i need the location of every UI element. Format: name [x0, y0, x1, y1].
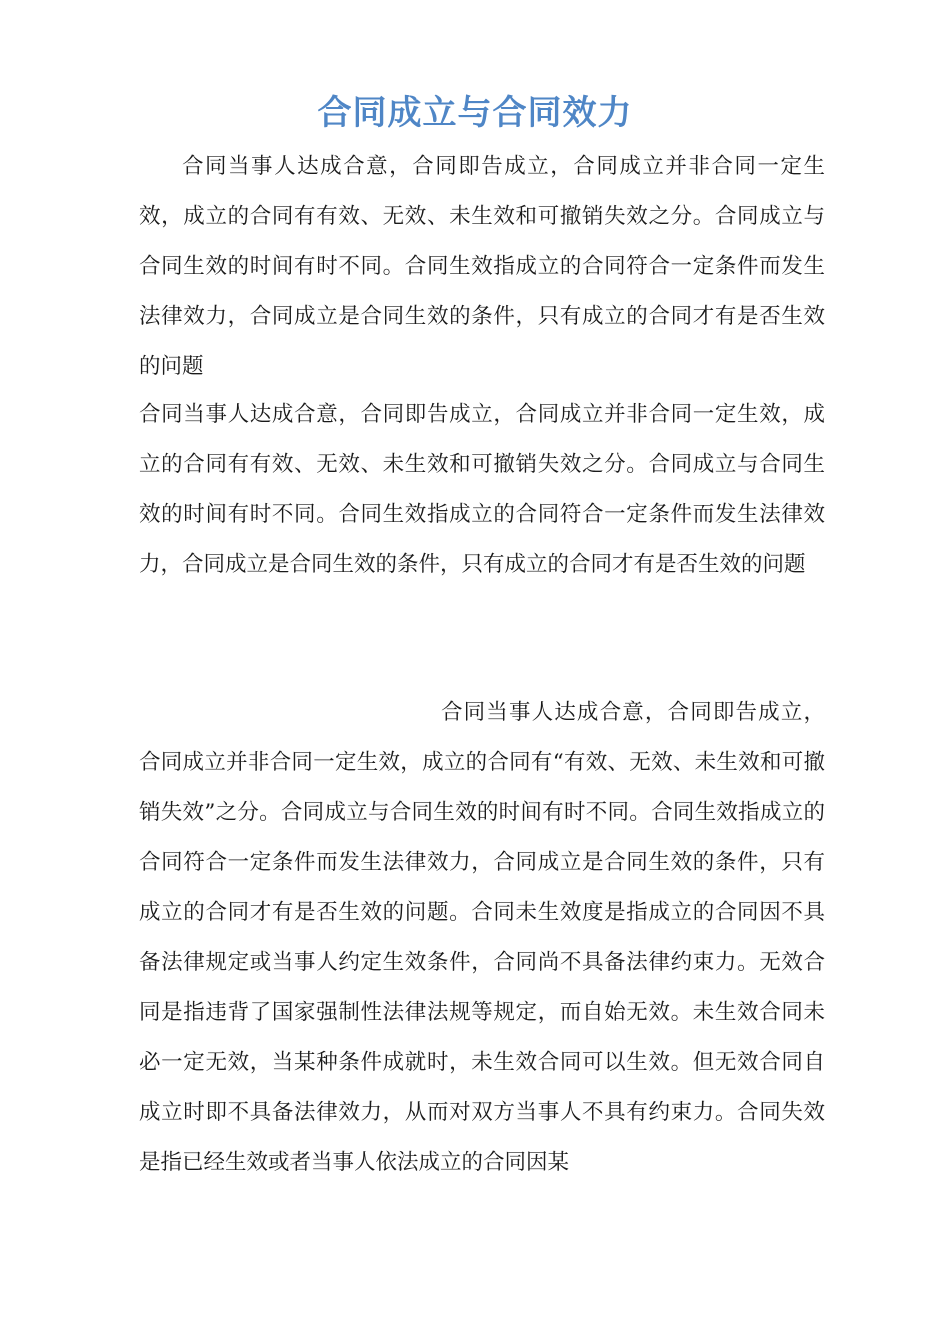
- paragraph-3: 合同当事人达成合意，合同即告成立，合同成立并非合同一定生效，成立的合同有“有效、无效、未生效和可撤销失效”之分。合同成立与合同生效的时间有时不同。合同生效指成立的合同符合一定条件而发生法律效力，合同成立是合同生效的条件，只有成立的合同才有是否生效的问题。合同未生效度是指成立的合同因不具备法律规定或当事人约定生效条件，合同尚不具备法律约束力。无效合同是指违背了国家强制性法律法规等规定，而自始无效。未生效合同未必一定无效，当某种条件成就时，未生效合同可以生效。但无效合同自成立时即不具备法律效力，从而对双方当事人不具有约束力。合同失效是指已经生效或者当事人依法成立的合同因某: [139, 700, 825, 1175]
- document-title: 合同成立与合同效力: [317, 93, 633, 133]
- paragraph-2: 合同当事人达成合意，合同即告成立，合同成立并非合同一定生效，成立的合同有有效、无效、未生效和可撤销失效之分。合同成立与合同生效的时间有时不同。合同生效指成立的合同符合一定条件而发生法律效力，合同成立是合同生效的条件，只有成立的合同才有是否生效的问题: [139, 402, 825, 577]
- paragraph-1: 合同当事人达成合意，合同即告成立，合同成立并非合同一定生效，成立的合同有有效、无效、未生效和可撤销失效之分。合同成立与合同生效的时间有时不同。合同生效指成立的合同符合一定条件而发生法律效力，合同成立是合同生效的条件，只有成立的合同才有是否生效的问题: [139, 154, 825, 379]
